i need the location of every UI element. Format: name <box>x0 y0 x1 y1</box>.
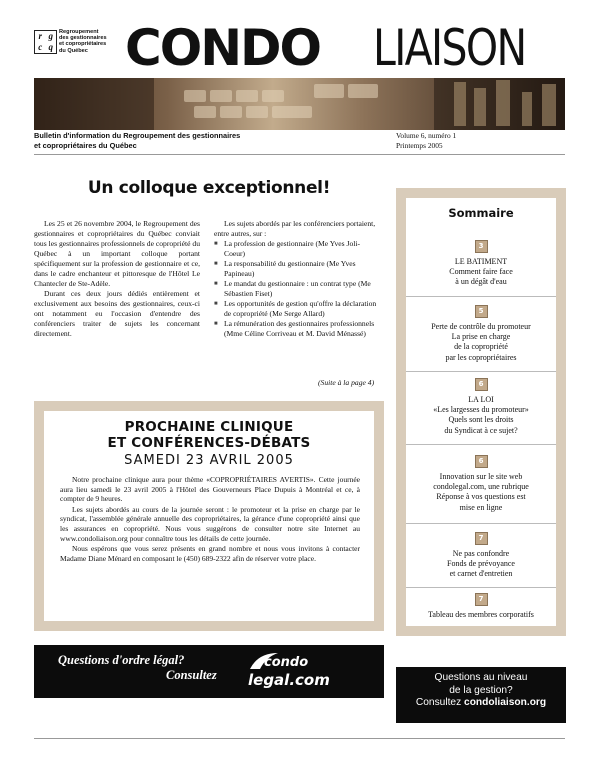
logo-text-legalcom: legal.com <box>248 671 330 689</box>
condolegal-banner[interactable] <box>34 645 384 698</box>
gestion-line-1: Questions au niveau <box>434 672 528 683</box>
toc-line: à un dégât d'eau <box>455 277 507 287</box>
topic-item: ■ Le mandat du gestionnaire : un contrat type (Me Sébastien Fiset) <box>214 279 380 299</box>
clinic-body <box>60 475 360 564</box>
topics-list <box>214 239 380 339</box>
article-headline: Un colloque exceptionnel! <box>87 178 331 198</box>
toc-divider <box>406 523 556 524</box>
toc-line: du Syndicat à ce sujet? <box>444 425 518 435</box>
toc-title: Sommaire <box>448 206 514 220</box>
header-divider <box>34 154 565 155</box>
topic-item: ■ La rémunération des gestionnaires professionnels (Mme Céline Corriveau et M. David Ménassé) <box>214 319 380 339</box>
toc-divider <box>406 296 556 297</box>
issue-info <box>396 131 556 150</box>
footer-divider <box>34 738 565 739</box>
toc-line: Innovation sur le site web <box>439 472 523 481</box>
logo-letter: c <box>38 42 43 52</box>
article-column-2 <box>214 219 380 339</box>
toc-line: Perte de contrôle du promoteur <box>431 322 531 331</box>
toc-divider <box>406 587 556 588</box>
org-name-line: Regroupement <box>59 29 99 35</box>
topic-item: ■ La responsabilité du gestionnaire (Me Yves Papineau) <box>214 259 380 279</box>
legal-question: Questions d'ordre légal? <box>58 653 185 667</box>
organization-name <box>59 29 131 54</box>
article-column-1 <box>34 219 200 339</box>
toc-line: par les copropriétaires <box>445 352 517 362</box>
toc-item[interactable] <box>406 240 556 288</box>
topic-item: ■ La profession de gestionnaire (Me Yves Joli-Coeur) <box>214 239 380 259</box>
clinic-paragraph: Les sujets abordés au cours de la journée seront : le promoteur et la prise en charge par le syndicat, l'assemblée générale annuelle des copropriétaires, la gérance d'une copropriété ainsi que les assurances en copropriété. Nous vous suggérons de consulter notre site Internet au www.condoliaison.org pour connaître tous les détails de cette journée. <box>60 504 360 543</box>
continued-link[interactable]: (Suite à la page 4) <box>318 378 375 387</box>
toc-line: LA LOI <box>468 395 494 404</box>
logo-letter: g <box>48 31 53 41</box>
toc-item[interactable] <box>406 305 556 363</box>
org-name-line: du Québec <box>59 47 88 54</box>
article-paragraph: Durant ces deux jours dédiés entièrement et exclusivement aux besoins des gestionnaires, ceux-ci ont notamment eu l'occasion d'entendre des conférenciers traiter de sujets les concernant directement. <box>34 289 200 338</box>
clinic-paragraph: Notre prochaine clinique aura pour thème «COPROPRIÉTAIRES AVERTIS». Cette journée aura lieu samedi le 23 avril 2005 à l'Hôtel des Gouverneurs Place Dupuis à Montréal et ce, à compter de 9 heures. <box>60 475 360 504</box>
masthead-banner-photo <box>34 78 565 130</box>
clinic-date: SAMEDI 23 AVRIL 2005 <box>124 453 294 468</box>
bulletin-subtitle <box>34 131 354 150</box>
logo-text-condo: condo <box>264 655 309 670</box>
table-of-contents-inner <box>406 198 556 626</box>
toc-line: mise en ligne <box>459 502 503 512</box>
toc-line: et carnet d'entretien <box>449 569 513 579</box>
volume-number: Volume 6, numéro 1 <box>396 131 457 140</box>
toc-line: condolegal.com, une rubrique <box>433 482 529 492</box>
toc-line: «Les largesses du promoteur» <box>433 405 529 415</box>
toc-page-badge: 5 <box>475 305 488 318</box>
masthead-title-liaison: LIAISON <box>373 19 526 77</box>
toc-line: Fonds de prévoyance <box>447 559 515 569</box>
toc-line: Réponse à vos questions est <box>436 492 526 502</box>
logo-letter: r <box>38 31 42 41</box>
table-of-contents <box>396 188 566 636</box>
legal-consult: Consultez <box>166 668 217 682</box>
toc-item[interactable] <box>406 593 556 620</box>
toc-page-badge: 6 <box>475 378 488 391</box>
toc-line: LE BATIMENT <box>454 257 508 266</box>
clinic-title-line-2: ET CONFÉRENCES-DÉBATS <box>107 435 311 451</box>
org-name-line: et copropriétaires <box>59 41 107 48</box>
banner-keyboard-graphic <box>34 78 565 130</box>
toc-page-badge: 7 <box>475 532 488 545</box>
subtitle-line: et copropriétaires du Québec <box>34 140 137 150</box>
toc-line: Tableau des membres corporatifs <box>428 610 534 619</box>
gestion-line-2: de la gestion? <box>449 684 513 696</box>
clinic-announcement-box <box>34 401 384 631</box>
issue-season: Printemps 2005 <box>396 140 443 150</box>
rgcq-logo <box>34 30 57 54</box>
clinic-title-line-1: PROCHAINE CLINIQUE <box>124 419 294 435</box>
topic-item: ■ Les opportunités de gestion qu'offre la déclaration de copropriété (Me Serge Allard) <box>214 299 380 319</box>
clinic-paragraph: Nous espérons que vous serez présents en grand nombre et nous vous invitons à contacter Madame Diane Ménard en composant le (450) 689-2322 afin de réserver votre place. <box>60 544 360 563</box>
toc-line: de la copropriété <box>454 342 508 352</box>
condoliaison-link[interactable]: condoliaison.org <box>464 697 547 708</box>
subtitle-line: Bulletin d'information du Regroupement des gestionnaires <box>34 131 241 140</box>
gestion-line-3 <box>396 697 566 710</box>
topics-intro: Les sujets abordés par les conférenciers portaient, entre autres, sur : <box>214 219 376 238</box>
condoliaison-banner[interactable] <box>396 667 566 723</box>
toc-line: Quels sont les droits <box>448 415 514 425</box>
toc-item[interactable] <box>406 455 556 513</box>
toc-line: Ne pas confondre <box>452 549 510 558</box>
org-name-line: des gestionnaires <box>59 35 107 42</box>
gestion-consult: Consultez <box>415 697 465 708</box>
condolegal-logo <box>240 653 364 693</box>
logo-letter: q <box>48 42 53 52</box>
masthead-title-condo: CONDO <box>125 19 321 77</box>
toc-page-badge: 7 <box>475 593 488 606</box>
article-paragraph: Les 25 et 26 novembre 2004, le Regroupement des gestionnaires et copropriétaires du Québec conviait tous les gestionnaires professionnels de copropriété du Québec à un important colloque portant spécifiquement sur la profession de gestionnaire et ce, dans le cadre enchanteur et pittoresque de l'Hôtel Le Chantecler de Ste-Adèle. <box>34 219 200 288</box>
toc-item[interactable] <box>406 378 556 436</box>
toc-page-badge: 3 <box>475 240 488 253</box>
toc-line: Comment faire face <box>449 267 513 277</box>
toc-page-badge: 6 <box>475 455 488 468</box>
clinic-announcement-inner <box>44 411 374 621</box>
toc-line: La prise en charge <box>451 332 511 342</box>
toc-divider <box>406 371 556 372</box>
toc-item[interactable] <box>406 532 556 580</box>
toc-divider <box>406 444 556 445</box>
